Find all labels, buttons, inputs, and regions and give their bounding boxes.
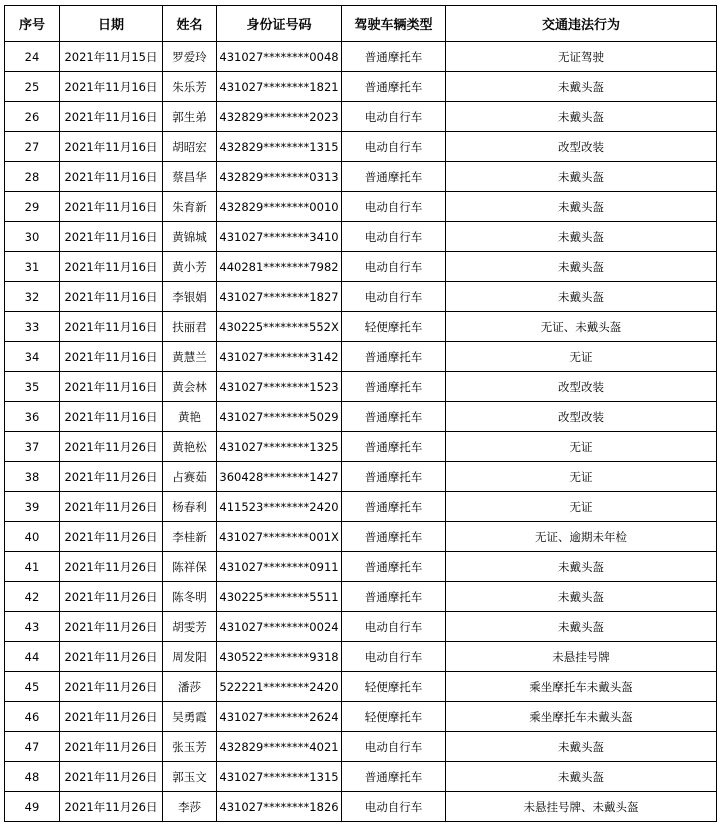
table-row xyxy=(5,762,717,792)
cell-seq: 31 xyxy=(5,252,60,282)
cell-vehicle-type: 轻便摩托车 xyxy=(342,672,446,702)
cell-seq: 44 xyxy=(5,642,60,672)
cell-id-number: 431027********1826 xyxy=(217,792,342,822)
cell-violation: 未戴头盔 xyxy=(446,192,717,222)
table-row xyxy=(5,252,717,282)
cell-seq: 26 xyxy=(5,102,60,132)
cell-violation: 未悬挂号牌 xyxy=(446,642,717,672)
cell-seq: 37 xyxy=(5,432,60,462)
table-row xyxy=(5,312,717,342)
cell-seq: 46 xyxy=(5,702,60,732)
cell-name: 周发阳 xyxy=(163,642,217,672)
cell-name: 胡昭宏 xyxy=(163,132,217,162)
cell-violation: 乘坐摩托车未戴头盔 xyxy=(446,672,717,702)
cell-id-number: 431027********0911 xyxy=(217,552,342,582)
header-row xyxy=(5,6,717,42)
cell-date: 2021年11月26日 xyxy=(60,432,163,462)
cell-name: 郭生弟 xyxy=(163,102,217,132)
cell-vehicle-type: 普通摩托车 xyxy=(342,342,446,372)
cell-seq: 43 xyxy=(5,612,60,642)
cell-seq: 36 xyxy=(5,402,60,432)
header-id-number: 身份证号码 xyxy=(217,6,342,42)
cell-vehicle-type: 普通摩托车 xyxy=(342,462,446,492)
table-body xyxy=(5,42,717,822)
cell-vehicle-type: 普通摩托车 xyxy=(342,492,446,522)
cell-seq: 28 xyxy=(5,162,60,192)
cell-seq: 29 xyxy=(5,192,60,222)
cell-id-number: 432829********0313 xyxy=(217,162,342,192)
cell-id-number: 431027********0048 xyxy=(217,42,342,72)
cell-date: 2021年11月16日 xyxy=(60,132,163,162)
cell-vehicle-type: 普通摩托车 xyxy=(342,552,446,582)
cell-id-number: 430225********552X xyxy=(217,312,342,342)
cell-vehicle-type: 普通摩托车 xyxy=(342,162,446,192)
cell-id-number: 432829********1315 xyxy=(217,132,342,162)
cell-violation: 未戴头盔 xyxy=(446,732,717,762)
cell-name: 吴勇霞 xyxy=(163,702,217,732)
header-date: 日期 xyxy=(60,6,163,42)
table-row xyxy=(5,672,717,702)
cell-id-number: 431027********1827 xyxy=(217,282,342,312)
table-row xyxy=(5,552,717,582)
cell-violation: 未戴头盔 xyxy=(446,582,717,612)
cell-vehicle-type: 电动自行车 xyxy=(342,642,446,672)
cell-vehicle-type: 电动自行车 xyxy=(342,102,446,132)
cell-vehicle-type: 轻便摩托车 xyxy=(342,312,446,342)
cell-name: 黄慧兰 xyxy=(163,342,217,372)
cell-seq: 49 xyxy=(5,792,60,822)
cell-name: 占赛茹 xyxy=(163,462,217,492)
cell-violation: 无证 xyxy=(446,492,717,522)
cell-name: 郭玉文 xyxy=(163,762,217,792)
cell-violation: 乘坐摩托车未戴头盔 xyxy=(446,702,717,732)
cell-name: 黄艳 xyxy=(163,402,217,432)
cell-vehicle-type: 轻便摩托车 xyxy=(342,702,446,732)
cell-vehicle-type: 普通摩托车 xyxy=(342,432,446,462)
cell-vehicle-type: 电动自行车 xyxy=(342,732,446,762)
table-row xyxy=(5,42,717,72)
cell-name: 朱育新 xyxy=(163,192,217,222)
cell-violation: 未戴头盔 xyxy=(446,222,717,252)
cell-seq: 34 xyxy=(5,342,60,372)
table-row xyxy=(5,102,717,132)
table-row xyxy=(5,372,717,402)
cell-date: 2021年11月16日 xyxy=(60,72,163,102)
cell-violation: 无证驾驶 xyxy=(446,42,717,72)
cell-seq: 25 xyxy=(5,72,60,102)
cell-seq: 38 xyxy=(5,462,60,492)
cell-name: 李莎 xyxy=(163,792,217,822)
cell-vehicle-type: 电动自行车 xyxy=(342,282,446,312)
cell-name: 李银娟 xyxy=(163,282,217,312)
header-violation: 交通违法行为 xyxy=(446,6,717,42)
cell-violation: 未戴头盔 xyxy=(446,762,717,792)
cell-violation: 无证 xyxy=(446,342,717,372)
cell-seq: 30 xyxy=(5,222,60,252)
cell-date: 2021年11月16日 xyxy=(60,342,163,372)
cell-name: 杨春利 xyxy=(163,492,217,522)
cell-name: 陈祥保 xyxy=(163,552,217,582)
cell-id-number: 411523********2420 xyxy=(217,492,342,522)
cell-name: 黄小芳 xyxy=(163,252,217,282)
cell-vehicle-type: 普通摩托车 xyxy=(342,42,446,72)
cell-id-number: 431027********1315 xyxy=(217,762,342,792)
table-row xyxy=(5,192,717,222)
traffic-violation-table xyxy=(4,5,717,822)
cell-date: 2021年11月26日 xyxy=(60,552,163,582)
cell-date: 2021年11月16日 xyxy=(60,162,163,192)
cell-vehicle-type: 普通摩托车 xyxy=(342,72,446,102)
cell-vehicle-type: 电动自行车 xyxy=(342,222,446,252)
table-row xyxy=(5,492,717,522)
cell-id-number: 431027********3142 xyxy=(217,342,342,372)
cell-name: 潘莎 xyxy=(163,672,217,702)
table-row xyxy=(5,702,717,732)
cell-name: 李桂新 xyxy=(163,522,217,552)
table-row xyxy=(5,522,717,552)
table-header xyxy=(5,6,717,42)
cell-id-number: 431027********1325 xyxy=(217,432,342,462)
cell-date: 2021年11月26日 xyxy=(60,792,163,822)
table-row xyxy=(5,582,717,612)
header-vehicle-type: 驾驶车辆类型 xyxy=(342,6,446,42)
cell-vehicle-type: 普通摩托车 xyxy=(342,402,446,432)
table-row xyxy=(5,72,717,102)
table-row xyxy=(5,642,717,672)
table-row xyxy=(5,162,717,192)
table-row xyxy=(5,732,717,762)
cell-violation: 改型改装 xyxy=(446,132,717,162)
cell-date: 2021年11月16日 xyxy=(60,282,163,312)
cell-date: 2021年11月16日 xyxy=(60,312,163,342)
cell-vehicle-type: 普通摩托车 xyxy=(342,372,446,402)
cell-date: 2021年11月16日 xyxy=(60,192,163,222)
cell-date: 2021年11月26日 xyxy=(60,732,163,762)
cell-id-number: 431027********1523 xyxy=(217,372,342,402)
cell-date: 2021年11月16日 xyxy=(60,102,163,132)
cell-vehicle-type: 普通摩托车 xyxy=(342,762,446,792)
table-row xyxy=(5,792,717,822)
cell-name: 蔡昌华 xyxy=(163,162,217,192)
cell-seq: 24 xyxy=(5,42,60,72)
cell-date: 2021年11月26日 xyxy=(60,582,163,612)
cell-seq: 32 xyxy=(5,282,60,312)
cell-violation: 未悬挂号牌、未戴头盔 xyxy=(446,792,717,822)
cell-id-number: 430522********9318 xyxy=(217,642,342,672)
cell-seq: 47 xyxy=(5,732,60,762)
cell-id-number: 440281********7982 xyxy=(217,252,342,282)
cell-date: 2021年11月26日 xyxy=(60,672,163,702)
cell-violation: 无证、逾期未年检 xyxy=(446,522,717,552)
cell-name: 罗爱玲 xyxy=(163,42,217,72)
cell-violation: 未戴头盔 xyxy=(446,102,717,132)
cell-seq: 39 xyxy=(5,492,60,522)
cell-date: 2021年11月26日 xyxy=(60,462,163,492)
cell-vehicle-type: 普通摩托车 xyxy=(342,522,446,552)
cell-name: 黄艳松 xyxy=(163,432,217,462)
cell-name: 黄锦城 xyxy=(163,222,217,252)
cell-seq: 40 xyxy=(5,522,60,552)
cell-violation: 未戴头盔 xyxy=(446,72,717,102)
cell-vehicle-type: 电动自行车 xyxy=(342,612,446,642)
cell-id-number: 431027********0024 xyxy=(217,612,342,642)
cell-id-number: 522221********2420 xyxy=(217,672,342,702)
cell-violation: 未戴头盔 xyxy=(446,252,717,282)
cell-id-number: 431027********001X xyxy=(217,522,342,552)
cell-date: 2021年11月16日 xyxy=(60,222,163,252)
cell-name: 扶丽君 xyxy=(163,312,217,342)
cell-date: 2021年11月16日 xyxy=(60,402,163,432)
cell-violation: 未戴头盔 xyxy=(446,162,717,192)
cell-date: 2021年11月16日 xyxy=(60,372,163,402)
table-row xyxy=(5,432,717,462)
cell-id-number: 431027********3410 xyxy=(217,222,342,252)
table-row xyxy=(5,282,717,312)
cell-id-number: 432829********2023 xyxy=(217,102,342,132)
cell-date: 2021年11月15日 xyxy=(60,42,163,72)
table-row xyxy=(5,402,717,432)
cell-violation: 未戴头盔 xyxy=(446,282,717,312)
cell-violation: 未戴头盔 xyxy=(446,552,717,582)
cell-date: 2021年11月26日 xyxy=(60,522,163,552)
header-name: 姓名 xyxy=(163,6,217,42)
cell-name: 黄会林 xyxy=(163,372,217,402)
cell-id-number: 431027********1821 xyxy=(217,72,342,102)
cell-vehicle-type: 普通摩托车 xyxy=(342,582,446,612)
cell-seq: 33 xyxy=(5,312,60,342)
cell-seq: 42 xyxy=(5,582,60,612)
cell-id-number: 432829********0010 xyxy=(217,192,342,222)
cell-seq: 41 xyxy=(5,552,60,582)
cell-violation: 改型改装 xyxy=(446,372,717,402)
cell-vehicle-type: 电动自行车 xyxy=(342,252,446,282)
header-seq: 序号 xyxy=(5,6,60,42)
cell-violation: 无证 xyxy=(446,462,717,492)
cell-vehicle-type: 电动自行车 xyxy=(342,192,446,222)
cell-violation: 无证、未戴头盔 xyxy=(446,312,717,342)
cell-date: 2021年11月26日 xyxy=(60,762,163,792)
cell-date: 2021年11月26日 xyxy=(60,702,163,732)
table-row xyxy=(5,462,717,492)
cell-violation: 未戴头盔 xyxy=(446,612,717,642)
cell-date: 2021年11月16日 xyxy=(60,252,163,282)
cell-id-number: 432829********4021 xyxy=(217,732,342,762)
cell-date: 2021年11月26日 xyxy=(60,642,163,672)
cell-id-number: 431027********5029 xyxy=(217,402,342,432)
cell-violation: 无证 xyxy=(446,432,717,462)
cell-name: 朱乐芳 xyxy=(163,72,217,102)
table-row xyxy=(5,342,717,372)
cell-violation: 改型改装 xyxy=(446,402,717,432)
cell-date: 2021年11月26日 xyxy=(60,612,163,642)
cell-id-number: 360428********1427 xyxy=(217,462,342,492)
cell-seq: 27 xyxy=(5,132,60,162)
cell-name: 胡雯芳 xyxy=(163,612,217,642)
cell-id-number: 430225********5511 xyxy=(217,582,342,612)
table-row xyxy=(5,222,717,252)
cell-vehicle-type: 电动自行车 xyxy=(342,132,446,162)
cell-id-number: 431027********2624 xyxy=(217,702,342,732)
cell-name: 陈冬明 xyxy=(163,582,217,612)
cell-seq: 45 xyxy=(5,672,60,702)
table-row xyxy=(5,612,717,642)
cell-vehicle-type: 电动自行车 xyxy=(342,792,446,822)
table-row xyxy=(5,132,717,162)
cell-seq: 35 xyxy=(5,372,60,402)
cell-date: 2021年11月26日 xyxy=(60,492,163,522)
cell-seq: 48 xyxy=(5,762,60,792)
cell-name: 张玉芳 xyxy=(163,732,217,762)
